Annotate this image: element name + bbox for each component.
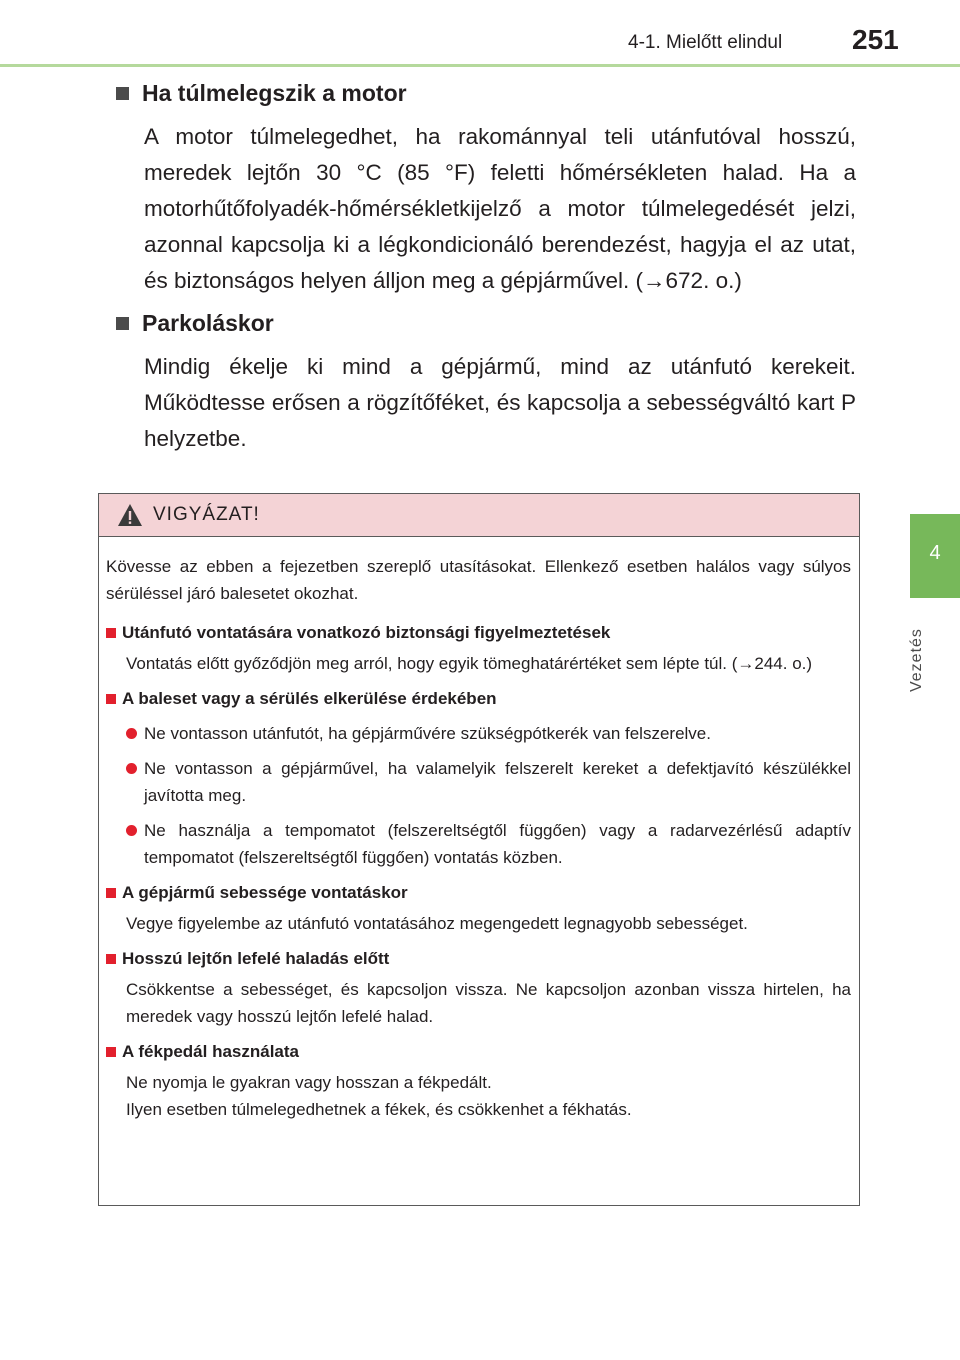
warning-bullet-text: Ne vontasson utánfutót, ha gépjárművére szükségpótkerék van felszerelve. bbox=[144, 724, 711, 743]
warning-item-heading-text: Utánfutó vontatására vonatkozó biztonsági figyelmeztetések bbox=[122, 623, 611, 642]
square-bullet-icon bbox=[116, 87, 129, 100]
section-parking bbox=[116, 310, 856, 457]
warning-item-heading bbox=[106, 945, 851, 972]
red-square-icon bbox=[106, 1047, 116, 1057]
chapter-tab-label: Vezetés bbox=[908, 628, 925, 692]
section-heading-text: Ha túlmelegszik a motor bbox=[142, 80, 407, 106]
warning-item-text: Csökkentse a sebességet, és kapcsoljon vissza. Ne kapcsoljon azonban vissza hirtelen, ha meredek vagy hosszú lejtőn lefelé halad. bbox=[126, 980, 851, 1026]
warning-header bbox=[99, 494, 859, 537]
warning-item-heading bbox=[106, 685, 851, 712]
section-heading-text: Parkoláskor bbox=[142, 310, 274, 336]
red-square-icon bbox=[106, 628, 116, 638]
red-square-icon bbox=[106, 694, 116, 704]
section-body: Mindig ékelje ki mind a gépjármű, mind az utánfutó kerekeit. Működtesse erősen a rögzítőféket, és kapcsolja a sebességváltó kart P helyzetbe. bbox=[144, 354, 856, 451]
warning-item-line: Ilyen esetben túlmelegedhetnek a fékek, és csökkenhet a fékhatás. bbox=[126, 1100, 632, 1119]
section-body: A motor túlmelegedhet, ha rakománnyal teli utánfutóval hosszú, meredek lejtőn 30 °C (85 °F) feletti hőmérsékleten halad. Ha a motorhűtőfolyadék-hőmérsékletkijelző a motor túlmelegedését jelzi, azonnal kapcsolja ki a légkondicionáló berendezést, hagyja el az utat, és biztonságos helyen álljon meg a gépjárművel. (→672. o.) bbox=[144, 124, 856, 293]
warning-bullet bbox=[126, 817, 851, 871]
red-square-icon bbox=[106, 888, 116, 898]
warning-item-heading-text: A gépjármű sebessége vontatáskor bbox=[122, 883, 408, 902]
square-bullet-icon bbox=[116, 317, 129, 330]
red-dot-icon bbox=[126, 825, 137, 836]
warning-item-heading bbox=[106, 1038, 851, 1065]
red-dot-icon bbox=[126, 728, 137, 739]
warning-item-text bbox=[126, 1069, 851, 1123]
warning-title: VIGYÁZAT! bbox=[153, 504, 260, 525]
header-rule bbox=[0, 64, 960, 67]
warning-bullet bbox=[126, 755, 851, 809]
warning-item-heading bbox=[106, 879, 851, 906]
warning-item-heading bbox=[106, 619, 851, 646]
section-overheat bbox=[116, 80, 856, 299]
chapter-title: 4-1. Mielőtt elindul bbox=[628, 32, 783, 53]
warning-item-heading-text: A baleset vagy a sérülés elkerülése érdekében bbox=[122, 689, 497, 708]
warning-item-heading-text: Hosszú lejtőn lefelé haladás előtt bbox=[122, 949, 390, 968]
warning-intro: Kövesse az ebben a fejezetben szereplő utasításokat. Ellenkező esetben halálos vagy súlyos sérüléssel járó balesetet okozhat. bbox=[106, 557, 851, 603]
section-heading bbox=[116, 310, 856, 337]
red-square-icon bbox=[106, 954, 116, 964]
page-number: 251 bbox=[852, 24, 899, 55]
warning-item-text: Vontatás előtt győződjön meg arról, hogy egyik tömeghatárértéket sem lépte túl. (→244. o.) bbox=[126, 654, 813, 673]
section-heading bbox=[116, 80, 856, 107]
warning-bullet bbox=[126, 720, 851, 747]
red-dot-icon bbox=[126, 763, 137, 774]
warning-bullet-text: Ne vontasson a gépjárművel, ha valamelyik felszerelt kereket a defektjavító készülékkel javította meg. bbox=[144, 759, 851, 805]
warning-item-text: Vegye figyelembe az utánfutó vontatásához megengedett legnagyobb sebességet. bbox=[126, 914, 748, 933]
warning-item-line: Ne nyomja le gyakran vagy hosszan a fékpedált. bbox=[126, 1073, 492, 1092]
warning-triangle-icon bbox=[117, 503, 143, 527]
warning-box bbox=[98, 493, 860, 1206]
warning-bullet-text: Ne használja a tempomatot (felszereltségtől függően) vagy a radarvezérlésű adaptív tempomatot (felszereltségtől függően) vontatás közben. bbox=[144, 821, 851, 867]
chapter-tab: 4 bbox=[910, 514, 960, 598]
warning-body bbox=[99, 537, 859, 1123]
warning-item-heading-text: A fékpedál használata bbox=[122, 1042, 299, 1061]
